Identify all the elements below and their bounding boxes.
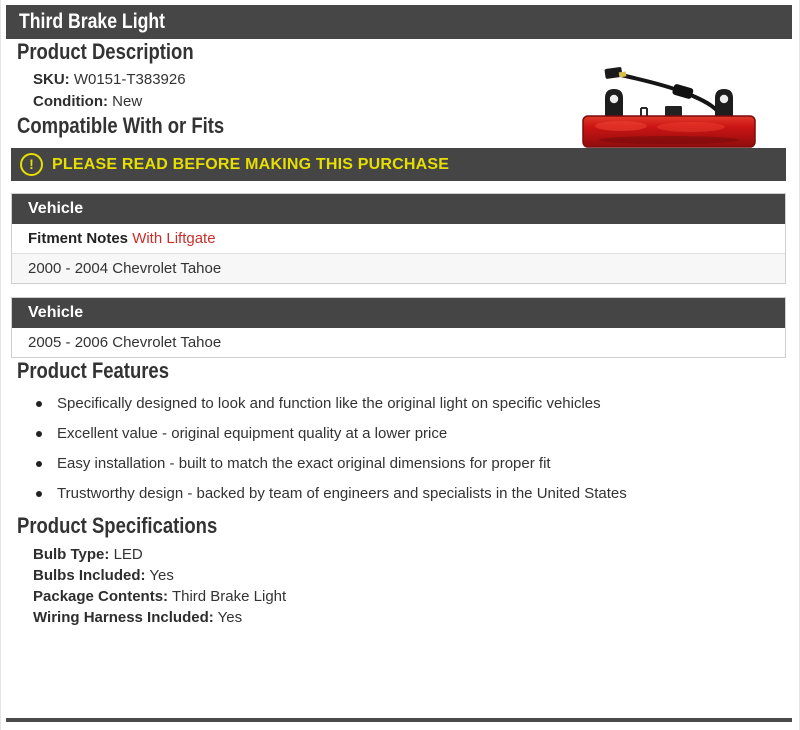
condition-value: New: [112, 93, 143, 110]
spec-line: [33, 586, 799, 607]
spec-value: Third Brake Light: [171, 588, 287, 605]
page-title: Third Brake Light: [19, 10, 166, 33]
bottom-divider: [6, 718, 792, 722]
product-photo: [581, 62, 757, 154]
exclamation-circle-icon: !: [20, 153, 43, 176]
vehicle-table-header: Vehicle: [12, 298, 785, 328]
fitment-notes-label: Fitment Notes: [28, 230, 129, 247]
fitment-notes-row: [12, 224, 785, 253]
spec-value: LED: [113, 546, 143, 563]
fitment-table-1: [11, 193, 786, 284]
feature-item: Easy installation - built to match the exact original dimensions for proper fit: [57, 453, 799, 475]
sku-value: W0151-T383926: [73, 71, 186, 88]
feature-item: Trustworthy design - backed by team of engineers and specialists in the United States: [57, 483, 799, 505]
spec-label: Bulb Type:: [33, 546, 110, 563]
page-title-bar: [6, 5, 792, 39]
spec-label: Package Contents:: [33, 588, 169, 605]
spec-label: Bulbs Included:: [33, 567, 146, 584]
feature-item: Specifically designed to look and function like the original light on specific vehicles: [57, 393, 799, 415]
spec-line: [33, 565, 799, 586]
vehicle-table-header: Vehicle: [12, 194, 785, 224]
brake-light-illustration: [581, 62, 757, 154]
fitment-table-2: [11, 297, 786, 358]
section-heading-product-description: Product Description: [17, 39, 194, 64]
spec-line: [33, 607, 799, 628]
feature-item: Excellent value - original equipment quality at a lower price: [57, 423, 799, 445]
spec-line: [33, 544, 799, 565]
warning-text: PLEASE READ BEFORE MAKING THIS PURCHASE: [52, 155, 450, 173]
fitment-note-value: With Liftgate: [132, 230, 216, 247]
spec-value: Yes: [217, 609, 243, 626]
spec-value: Yes: [149, 567, 174, 584]
sku-label: SKU:: [33, 71, 70, 88]
spec-label: Wiring Harness Included:: [33, 609, 214, 626]
condition-label: Condition:: [33, 93, 108, 110]
section-heading-compatibility: Compatible With or Fits: [17, 113, 225, 138]
feature-list: [1, 393, 799, 513]
section-heading-specifications: Product Specifications: [17, 513, 218, 538]
vehicle-row: 2000 - 2004 Chevrolet Tahoe: [12, 253, 785, 283]
specification-list: [33, 544, 799, 628]
vehicle-row: 2005 - 2006 Chevrolet Tahoe: [12, 328, 785, 357]
section-heading-features: Product Features: [17, 358, 169, 383]
